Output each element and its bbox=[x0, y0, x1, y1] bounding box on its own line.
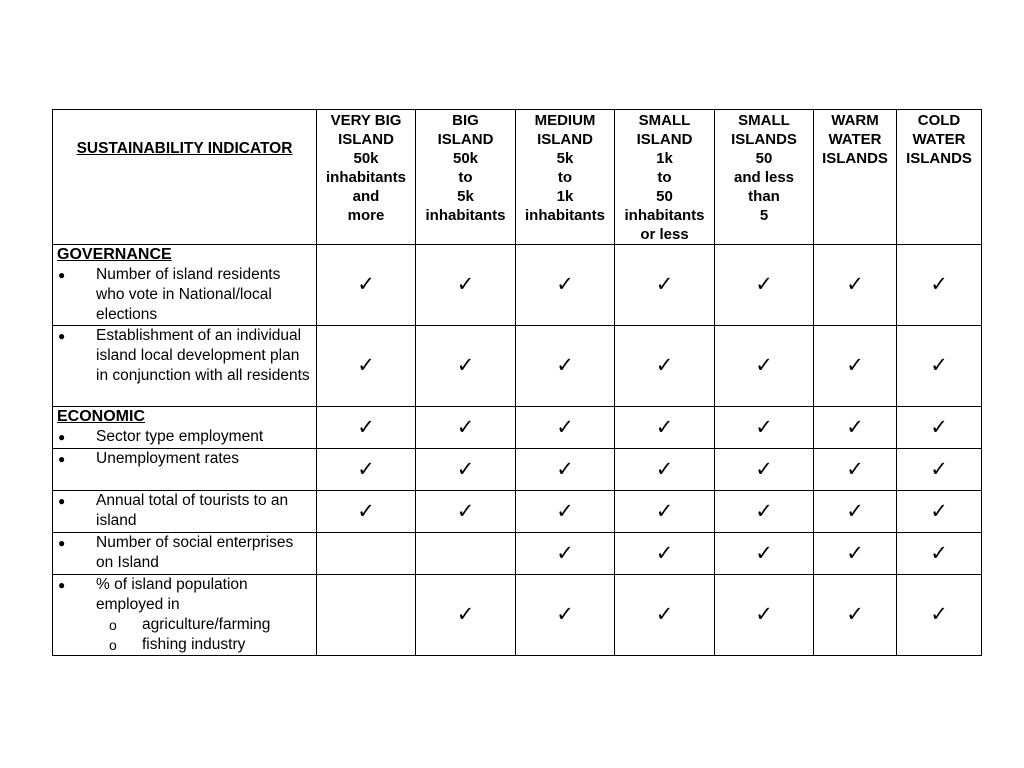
check-cell bbox=[814, 533, 897, 575]
checkmark-icon: ✓ bbox=[556, 603, 574, 626]
indicator-label: % of island population employed in bbox=[96, 576, 248, 613]
check-cell bbox=[814, 407, 897, 449]
check-cell bbox=[516, 326, 615, 407]
col-header-very-big-island: VERY BIG ISLAND 50k inhabitants and more bbox=[317, 110, 416, 245]
check-cell bbox=[615, 533, 715, 575]
check-cell bbox=[516, 449, 615, 491]
table-row bbox=[53, 326, 982, 407]
indicator-label: Sector type employment bbox=[96, 428, 264, 445]
check-cell bbox=[814, 449, 897, 491]
checkmark-icon: ✓ bbox=[556, 457, 574, 481]
indicator-label: Number of social enterprises on Island bbox=[96, 534, 294, 571]
check-cell bbox=[416, 245, 516, 326]
check-cell bbox=[715, 326, 814, 407]
check-cell bbox=[516, 245, 615, 326]
check-cell bbox=[897, 407, 982, 449]
checkmark-icon: ✓ bbox=[846, 603, 864, 626]
sub-bullet-icon: o bbox=[109, 617, 117, 633]
bullet-icon: ● bbox=[58, 329, 66, 343]
checkmark-icon: ✓ bbox=[456, 273, 475, 296]
checkmark-icon: ✓ bbox=[930, 499, 948, 523]
indicator-cell bbox=[53, 407, 317, 449]
check-cell bbox=[814, 575, 897, 656]
checkmark-icon: ✓ bbox=[456, 499, 475, 523]
check-cell bbox=[416, 491, 516, 533]
bullet-icon: ● bbox=[58, 578, 66, 592]
sustainability-table bbox=[52, 109, 982, 656]
checkmark-icon: ✓ bbox=[846, 273, 864, 296]
check-cell bbox=[715, 491, 814, 533]
checkmark-icon: ✓ bbox=[556, 415, 574, 439]
check-cell bbox=[615, 575, 715, 656]
checkmark-icon: ✓ bbox=[755, 541, 773, 565]
check-cell bbox=[615, 449, 715, 491]
check-cell bbox=[317, 407, 416, 449]
empty-cell bbox=[317, 533, 416, 575]
indicator-cell bbox=[53, 326, 317, 407]
check-cell bbox=[317, 326, 416, 407]
check-cell bbox=[615, 491, 715, 533]
check-cell bbox=[897, 245, 982, 326]
checkmark-icon: ✓ bbox=[357, 457, 375, 481]
col-header-cold-water-islands: COLD WATER ISLANDS bbox=[897, 110, 982, 245]
checkmark-icon: ✓ bbox=[846, 457, 864, 481]
col-header-small-islands: SMALL ISLANDS 50 and less than 5 bbox=[715, 110, 814, 245]
checkmark-icon: ✓ bbox=[456, 457, 475, 481]
check-cell bbox=[897, 491, 982, 533]
checkmark-icon: ✓ bbox=[930, 273, 948, 296]
indicator-label: Establishment of an individual island local development plan in conjunction with all residents bbox=[96, 327, 310, 384]
indicator-cell bbox=[53, 491, 317, 533]
check-cell bbox=[715, 533, 814, 575]
table-row bbox=[53, 449, 982, 491]
checkmark-icon: ✓ bbox=[755, 354, 773, 377]
check-cell bbox=[897, 533, 982, 575]
indicator-cell bbox=[53, 575, 317, 656]
bullet-icon: ● bbox=[58, 536, 66, 550]
checkmark-icon: ✓ bbox=[357, 415, 375, 439]
check-cell bbox=[416, 449, 516, 491]
checkmark-icon: ✓ bbox=[930, 415, 948, 439]
section-governance: GOVERNANCE bbox=[57, 246, 172, 263]
check-cell bbox=[897, 575, 982, 656]
checkmark-icon: ✓ bbox=[357, 354, 375, 377]
check-cell bbox=[317, 491, 416, 533]
check-cell bbox=[615, 407, 715, 449]
checkmark-icon: ✓ bbox=[456, 354, 475, 377]
sub-indicator-label: fishing industry bbox=[142, 636, 246, 653]
checkmark-icon: ✓ bbox=[556, 499, 574, 523]
col-header-medium-island: MEDIUM ISLAND 5k to 1k inhabitants bbox=[516, 110, 615, 245]
check-cell bbox=[615, 326, 715, 407]
check-cell bbox=[516, 533, 615, 575]
check-cell bbox=[715, 575, 814, 656]
checkmark-icon: ✓ bbox=[655, 354, 674, 377]
table-row bbox=[53, 245, 982, 326]
indicator-cell bbox=[53, 533, 317, 575]
empty-cell bbox=[416, 533, 516, 575]
checkmark-icon: ✓ bbox=[655, 457, 674, 481]
checkmark-icon: ✓ bbox=[655, 541, 674, 565]
sub-indicator-label: agriculture/farming bbox=[142, 616, 271, 633]
indicator-cell bbox=[53, 449, 317, 491]
check-cell bbox=[814, 491, 897, 533]
table-row bbox=[53, 533, 982, 575]
check-cell bbox=[715, 449, 814, 491]
check-cell bbox=[814, 245, 897, 326]
checkmark-icon: ✓ bbox=[755, 415, 773, 439]
checkmark-icon: ✓ bbox=[755, 499, 773, 523]
check-cell bbox=[516, 491, 615, 533]
col-header-big-island: BIG ISLAND 50k to 5k inhabitants bbox=[416, 110, 516, 245]
check-cell bbox=[317, 245, 416, 326]
check-cell bbox=[416, 326, 516, 407]
checkmark-icon: ✓ bbox=[556, 354, 574, 377]
checkmark-icon: ✓ bbox=[556, 273, 574, 296]
checkmark-icon: ✓ bbox=[930, 603, 948, 626]
checkmark-icon: ✓ bbox=[357, 273, 375, 296]
indicator-header: SUSTAINABILITY INDICATOR bbox=[53, 110, 317, 245]
indicator-label: Unemployment rates bbox=[96, 450, 240, 467]
checkmark-icon: ✓ bbox=[755, 457, 773, 481]
check-cell bbox=[516, 407, 615, 449]
checkmark-icon: ✓ bbox=[846, 499, 864, 523]
checkmark-icon: ✓ bbox=[655, 273, 674, 296]
col-header-warm-water-islands: WARM WATER ISLANDS bbox=[814, 110, 897, 245]
indicator-label: Number of island residents who vote in National/local elections bbox=[96, 266, 281, 323]
check-cell bbox=[715, 407, 814, 449]
col-header-small-island: SMALL ISLAND 1k to 50 inhabitants or less bbox=[615, 110, 715, 245]
section-economic: ECONOMIC bbox=[57, 408, 145, 425]
check-cell bbox=[897, 326, 982, 407]
header-row bbox=[53, 110, 982, 245]
check-cell bbox=[416, 407, 516, 449]
checkmark-icon: ✓ bbox=[846, 354, 864, 377]
bullet-icon: ● bbox=[58, 494, 66, 508]
checkmark-icon: ✓ bbox=[456, 603, 475, 626]
check-cell bbox=[615, 245, 715, 326]
table-row bbox=[53, 575, 982, 656]
check-cell bbox=[897, 449, 982, 491]
bullet-icon: ● bbox=[58, 452, 66, 466]
checkmark-icon: ✓ bbox=[755, 603, 773, 626]
checkmark-icon: ✓ bbox=[456, 415, 475, 439]
indicator-label: Annual total of tourists to an island bbox=[96, 492, 289, 529]
check-cell bbox=[715, 245, 814, 326]
checkmark-icon: ✓ bbox=[930, 541, 948, 565]
checkmark-icon: ✓ bbox=[357, 499, 375, 523]
checkmark-icon: ✓ bbox=[556, 541, 574, 565]
indicator-cell bbox=[53, 245, 317, 326]
checkmark-icon: ✓ bbox=[755, 273, 773, 296]
check-cell bbox=[814, 326, 897, 407]
table-row bbox=[53, 491, 982, 533]
bullet-icon: ● bbox=[58, 430, 66, 444]
sub-bullet-icon: o bbox=[109, 637, 117, 653]
checkmark-icon: ✓ bbox=[846, 415, 864, 439]
checkmark-icon: ✓ bbox=[930, 354, 948, 377]
checkmark-icon: ✓ bbox=[655, 603, 674, 626]
check-cell bbox=[416, 575, 516, 656]
checkmark-icon: ✓ bbox=[930, 457, 948, 481]
checkmark-icon: ✓ bbox=[655, 499, 674, 523]
check-cell bbox=[516, 575, 615, 656]
bullet-icon: ● bbox=[58, 268, 66, 282]
empty-cell bbox=[317, 575, 416, 656]
checkmark-icon: ✓ bbox=[655, 415, 674, 439]
checkmark-icon: ✓ bbox=[846, 541, 864, 565]
check-cell bbox=[317, 449, 416, 491]
table-row bbox=[53, 407, 982, 449]
